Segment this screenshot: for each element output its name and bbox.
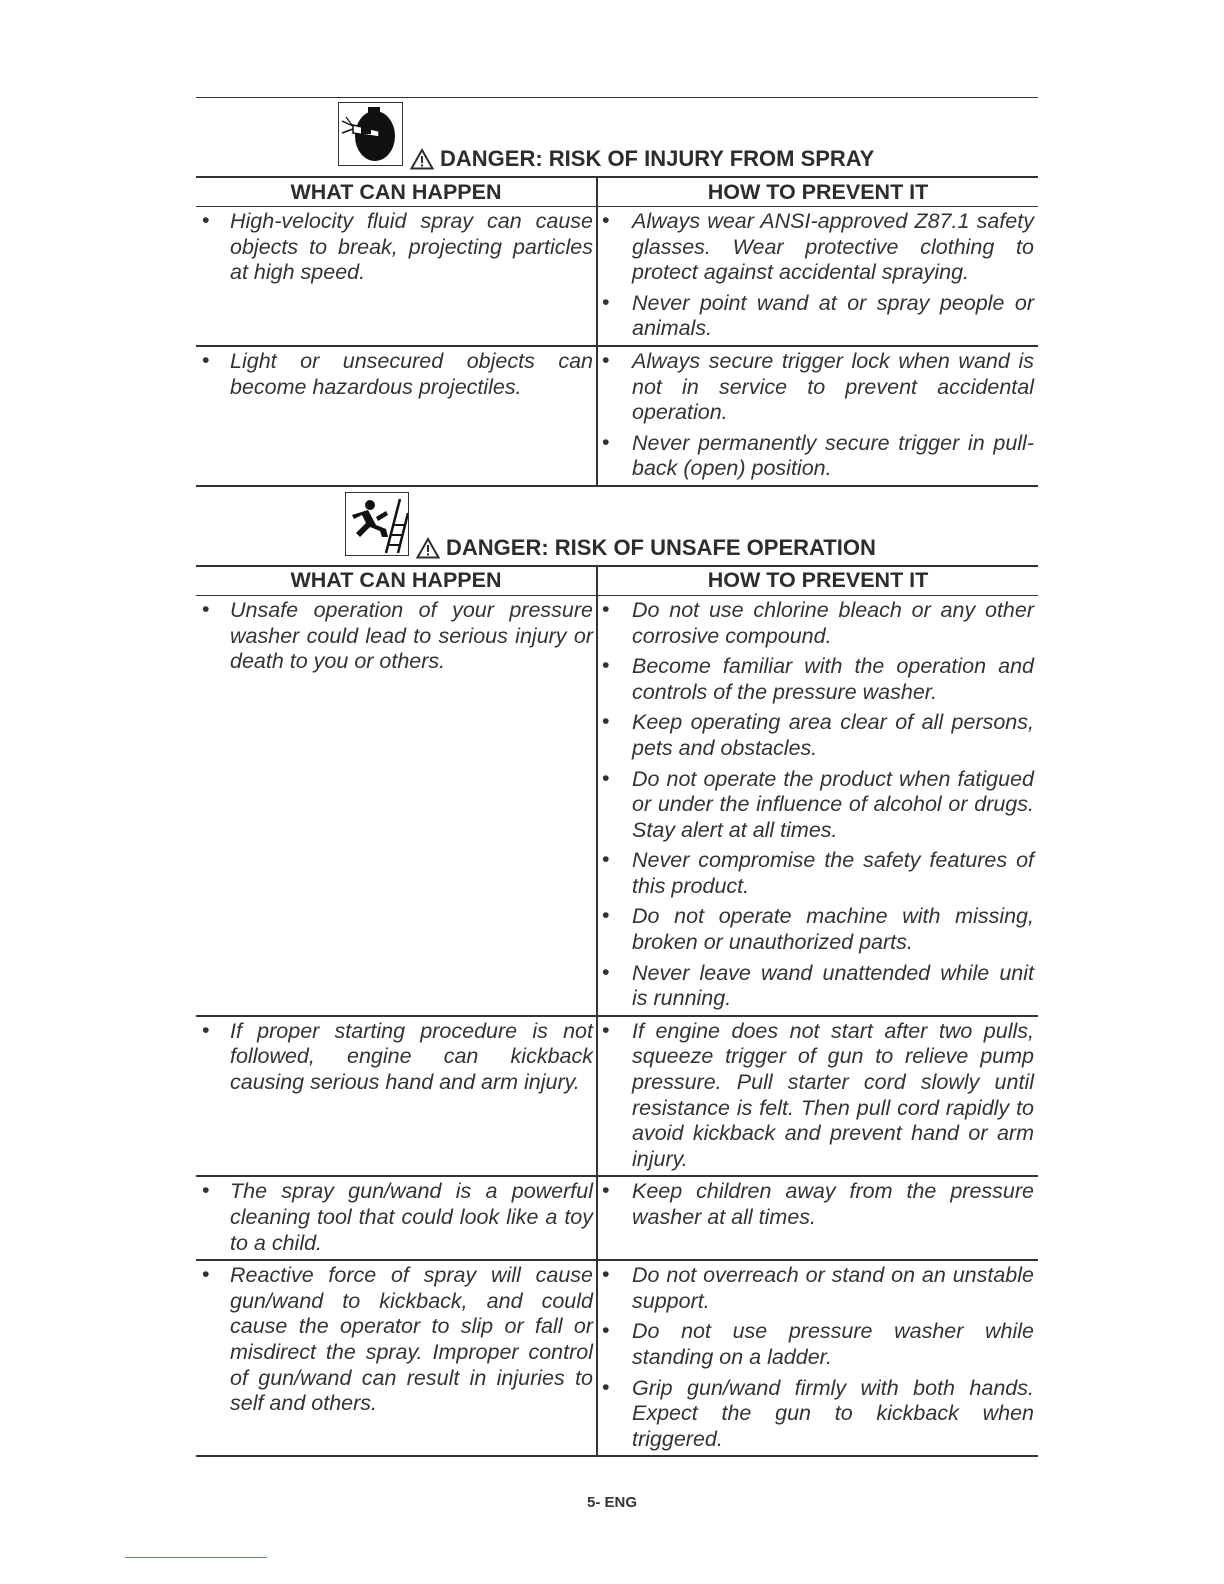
list-item: • Grip gun/wand firmly with both hands. Expect the gun to kickback when triggered. [598, 1374, 1038, 1453]
warning-triangle-icon [410, 148, 434, 170]
list-item: • The spray gun/wand is a powerful cleaning tool that could look like a toy to a child. [196, 1177, 596, 1256]
column-header-how-to-prevent: HOW TO PREVENT IT [597, 177, 1038, 207]
column-header-what-can-happen: WHAT CAN HAPPEN [196, 177, 597, 207]
table-row [196, 1260, 1038, 1456]
column-header-what-can-happen: WHAT CAN HAPPEN [196, 566, 597, 596]
danger-header-spray [196, 98, 1038, 176]
column-header-how-to-prevent: HOW TO PREVENT IT [597, 566, 1038, 596]
list-item: • Become familiar with the operation and controls of the pressure washer. [598, 652, 1038, 705]
list-item: • If engine does not start after two pulls, squeeze trigger of gun to relieve pump pressure. Pull starter cord slowly until resistance is felt. Then pull cord rapidly to avoid kickback and prevent hand or arm injury. [598, 1017, 1038, 1173]
list-item: • Always wear ANSI-approved Z87.1 safety glasses. Wear protective clothing to protect against accidental spraying. [598, 207, 1038, 286]
list-item: • If proper starting procedure is not followed, engine can kickback causing serious hand and arm injury. [196, 1017, 596, 1096]
list-item: • Do not overreach or stand on an unstable support. [598, 1261, 1038, 1314]
safety-table-unsafe-operation [196, 565, 1038, 1457]
list-item: • Light or unsecured objects can become hazardous projectiles. [196, 347, 596, 400]
list-item: • Always secure trigger lock when wand is not in service to prevent accidental operation. [598, 347, 1038, 426]
table-row [196, 207, 1038, 346]
danger-title-text: DANGER: RISK OF UNSAFE OPERATION [446, 534, 876, 560]
danger-title [410, 146, 874, 172]
face-shield-goggles-icon [338, 102, 403, 166]
list-item: • Never leave wand unattended while unit is running. [598, 959, 1038, 1012]
footnote-rule [125, 1557, 267, 1558]
list-item: • Keep operating area clear of all persons, pets and obstacles. [598, 708, 1038, 761]
table-row [196, 346, 1038, 486]
safety-content [196, 97, 1038, 1457]
list-item: • Never point wand at or spray people or animals. [598, 289, 1038, 342]
list-item: • Never compromise the safety features of this product. [598, 846, 1038, 899]
list-item: • Unsafe operation of your pressure washer could lead to serious injury or death to you or others. [196, 596, 596, 675]
list-item: • Do not use pressure washer while standing on a ladder. [598, 1317, 1038, 1370]
table-row [196, 1176, 1038, 1260]
list-item: • Keep children away from the pressure washer at all times. [598, 1177, 1038, 1230]
danger-title [416, 535, 876, 561]
danger-header-unsafe-operation [196, 487, 1038, 565]
table-row [196, 595, 1038, 1015]
list-item: • Do not use chlorine bleach or any other corrosive compound. [598, 596, 1038, 649]
person-falling-ladder-icon [345, 492, 409, 556]
page-number: 5- ENG [586, 1494, 637, 1511]
list-item: • Reactive force of spray will cause gun/wand to kickback, and could cause the operator to slip or fall or misdirect the spray. Improper control of gun/wand can result in injuries to self and others. [196, 1261, 596, 1417]
warning-triangle-icon [416, 537, 440, 559]
list-item: • High-velocity fluid spray can cause objects to break, projecting particles at high speed. [196, 207, 596, 286]
danger-title-text: DANGER: RISK OF INJURY FROM SPRAY [440, 146, 875, 171]
safety-table-spray [196, 176, 1038, 487]
list-item: • Do not operate machine with missing, broken or unauthorized parts. [598, 902, 1038, 955]
table-row [196, 1016, 1038, 1177]
list-item: • Never permanently secure trigger in pull-back (open) position. [598, 429, 1038, 482]
list-item: • Do not operate the product when fatigued or under the influence of alcohol or drugs. Stay alert at all times. [598, 765, 1038, 844]
